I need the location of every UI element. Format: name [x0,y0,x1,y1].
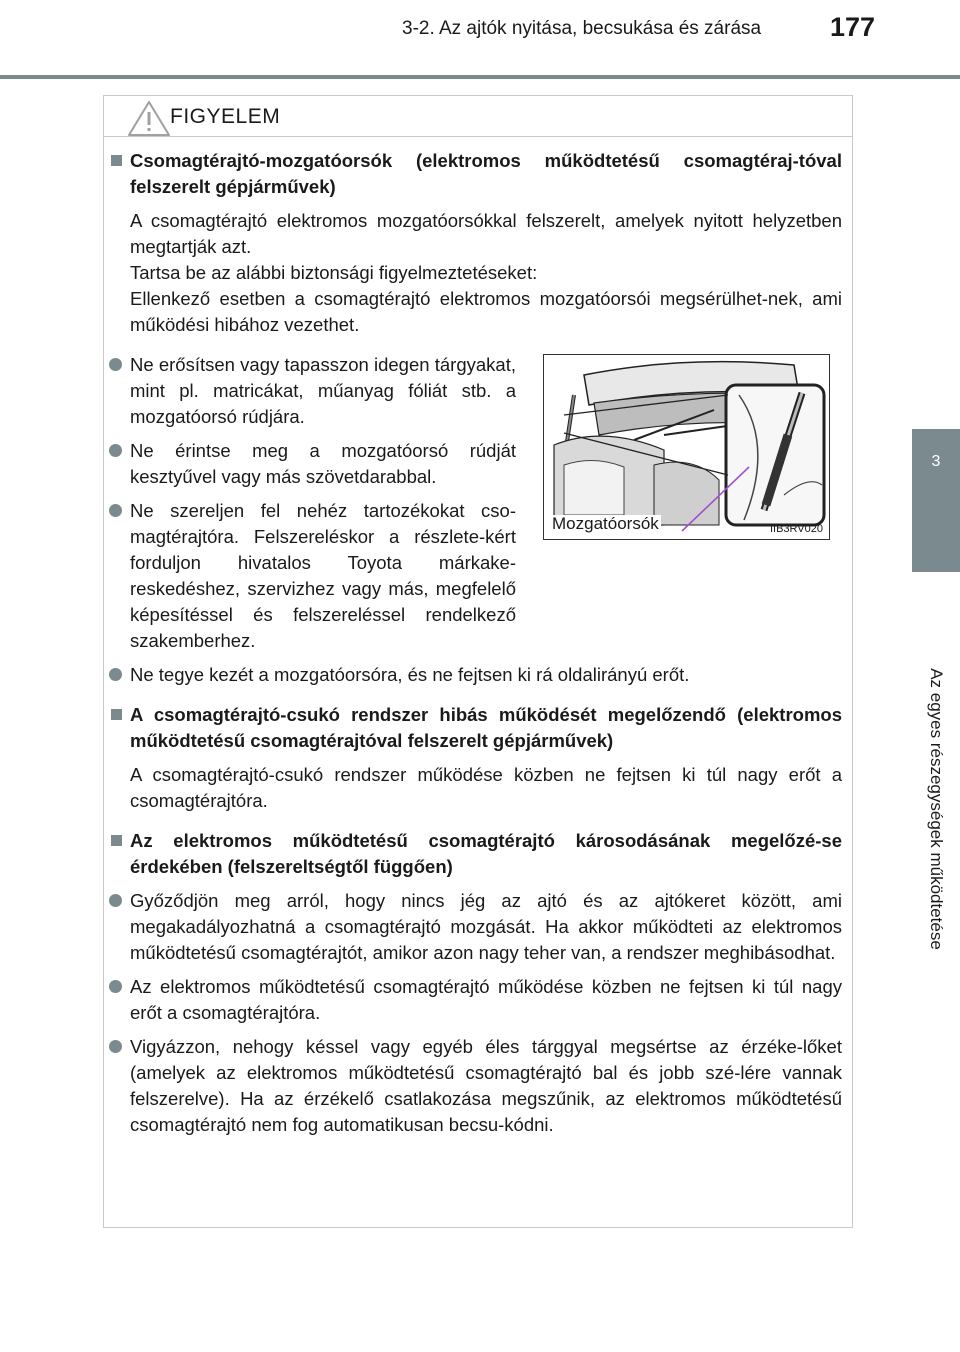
section-heading-text: Az elektromos működtetésű csomagtérajtó károsodásának megelőzé-se érdekében (felszereltségtől függően) [130,830,842,877]
section-heading [130,702,842,754]
round-bullet-icon [109,894,122,907]
list-item [130,662,842,688]
list-item-text: Győződjön meg arról, hogy nincs jég az ajtó és az ajtókeret között, ami megakadályozhatná a csomagtérajtó mozgását. Ha akkor működteti az elektromos működtetésű csomagtérajtót, amikor azon nagy teher van, a rendszer meghibásodhat. [130,890,842,963]
chapter-side-label: Az egyes részegységek működtetése [927,668,946,950]
list-item [130,352,516,430]
list-item-text: Ne szereljen fel nehéz tartozékokat cso-magtérajtóra. Felszereléskor a részlete-kért forduljon hivatalos Toyota márkake-reskedéshez, szervizhez vagy más, megfelelő képesítéssel és felszereléssel rendelkező szakemberhez. [130,500,516,651]
figure-code: IIB3RV020 [769,523,823,535]
trunk-lid-drawing [544,355,830,540]
list-item-text: Ne erősítsen vagy tapasszon idegen tárgyakat, mint pl. matricákat, műanyag fóliát stb. a mozgatóorsó rúdjára. [130,354,516,427]
list-item [130,498,516,654]
round-bullet-icon [109,504,122,517]
bullet-column [130,352,516,654]
list-item [130,1034,842,1138]
paragraph: A csomagtérajtó-csukó rendszer működése közben ne fejtsen ki túl nagy erőt a csomagtérajtóra. [130,764,842,811]
chapter-side-tab [912,79,960,1352]
round-bullet-icon [109,980,122,993]
list-item-text: Az elektromos működtetésű csomagtérajtó működése közben ne fejtsen ki túl nagy erőt a csomagtérajtóra. [130,976,842,1023]
round-bullet-icon [109,668,122,681]
chapter-number: 3 [931,453,941,470]
list-item [130,438,516,490]
list-item [130,974,842,1026]
section-heading [130,148,842,200]
square-bullet-icon [111,155,122,166]
page-number: 177 [830,12,876,42]
list-item-text: Vigyázzon, nehogy késsel vagy egyéb éles tárggyal megsértse az érzéke-lőket (amelyek az elektromos működtetésű csomagtérajtó bal és jobb szé-lére vannak felszerelve). Ha az érzékelő csatlakozása megszűnik, az elektromos működtetésű csomagtérajtó nem fog automatikusan becsu-kódni. [130,1036,842,1135]
round-bullet-icon [109,444,122,457]
header-rule [0,75,960,79]
warning-content [130,148,842,1138]
section-heading-text: Csomagtérajtó-mozgatóorsók (elektromos működtetésű csomagtéraj-tóval felszerelt gépjárművek) [130,150,842,197]
gas-strut-illustration [543,354,830,540]
list-item-text: Ne tegye kezét a mozgatóorsóra, és ne fejtsen ki rá oldalirányú erőt. [130,664,690,685]
figure-label: Mozgatóorsók [552,514,659,533]
section-heading [130,828,842,880]
paragraph: Ellenkező esetben a csomagtérajtó elektromos mozgatóorsói megsérülhet-nek, ami működési hibához vezethet. [130,288,842,335]
paragraph: A csomagtérajtó elektromos mozgatóorsókkal felszerelt, amelyek nyitott helyzetben megtartják azt. [130,210,842,257]
list-item [130,888,842,966]
paragraph: Tartsa be az alábbi biztonsági figyelmeztetéseket: [130,262,538,283]
square-bullet-icon [111,709,122,720]
warning-title: FIGYELEM [170,105,281,128]
running-header-title: 3-2. Az ajtók nyitása, becsukása és zárása [402,18,762,39]
round-bullet-icon [109,358,122,371]
square-bullet-icon [111,835,122,846]
round-bullet-icon [109,1040,122,1053]
chapter-number-tab [912,429,960,572]
bullets-with-figure [130,352,842,654]
warning-header [104,96,852,137]
warning-triangle-icon [126,98,172,138]
section-heading-text: A csomagtérajtó-csukó rendszer hibás működését megelőzendő (elektromos működtetésű csomagtérajtóval felszerelt gépjárművek) [130,704,842,751]
list-item-text: Ne érintse meg a mozgatóorsó rúdját kesztyűvel vagy más szövetdarabbal. [130,440,516,487]
